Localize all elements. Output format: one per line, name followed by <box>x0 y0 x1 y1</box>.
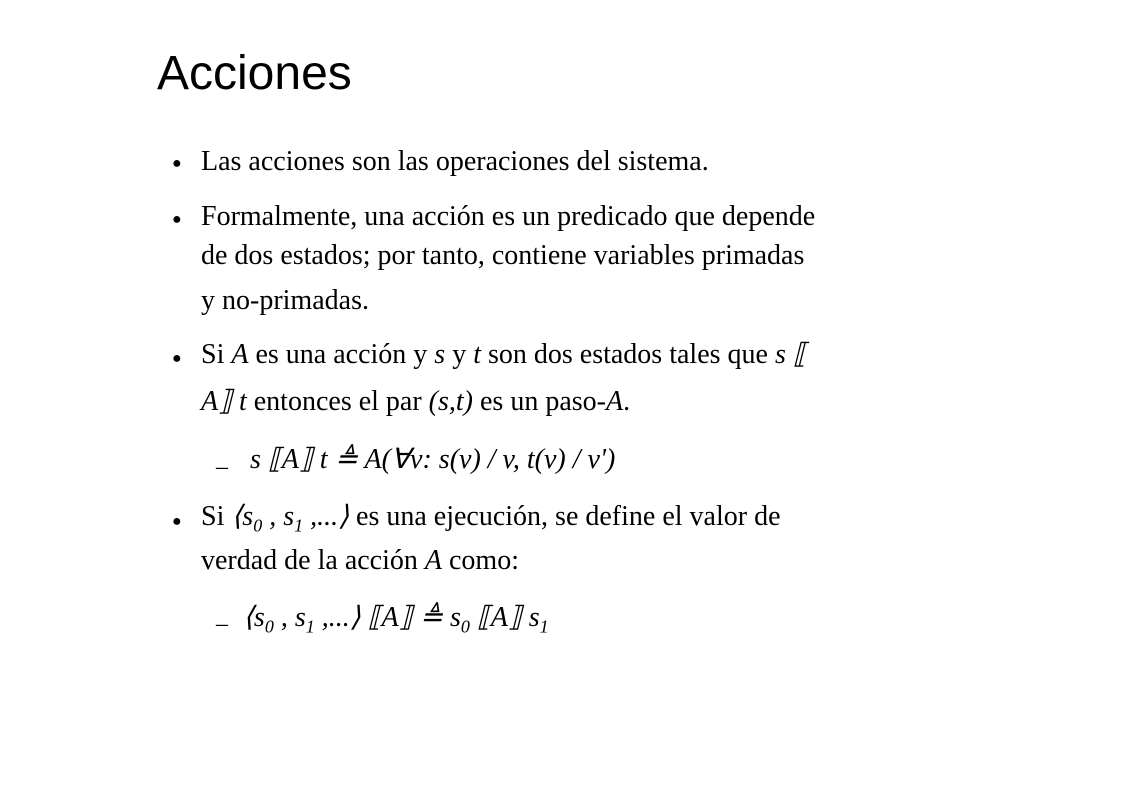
text-fragment: es una acción y <box>248 339 435 370</box>
bullet-4-line-2 <box>201 547 519 575</box>
text-fragment: . <box>623 386 631 417</box>
text-fragment: como: <box>442 545 519 576</box>
math-subscript: 0 <box>460 616 470 637</box>
math-var: t <box>473 339 481 370</box>
text-fragment: y <box>445 339 474 370</box>
math-expr: s ⟦ <box>774 339 807 370</box>
math-subscript: 1 <box>539 616 549 637</box>
math-fragment: ⟦A⟧ s <box>469 602 540 633</box>
math-var: s <box>434 339 446 370</box>
math-fragment: ,...⟩ <box>303 501 350 532</box>
bullet-4-marker: ● <box>172 513 182 530</box>
bullet-3-line-1 <box>201 341 807 369</box>
math-subscript: 1 <box>305 616 315 637</box>
math-var: A <box>605 386 624 417</box>
bullet-2-line-3: y no-primadas. <box>201 285 369 316</box>
math-subscript: 0 <box>264 616 274 637</box>
bullet-2-line-1: Formalmente, una acción es un predicado que depende <box>201 201 816 232</box>
math-var: A <box>424 545 442 576</box>
bullet-1-marker: ● <box>172 155 182 172</box>
text-fragment: son dos estados tales que <box>480 339 775 370</box>
math-fragment: ⟨s <box>231 501 254 532</box>
text-fragment: es una ejecución, se define el valor de <box>349 501 781 532</box>
math-expr: (s,t) <box>428 386 473 417</box>
math-expr <box>231 501 350 536</box>
text-fragment: verdad de la acción <box>201 545 425 576</box>
math-subscript: 0 <box>253 515 263 536</box>
text-fragment: es un paso- <box>473 386 606 417</box>
sub-bullet-2-formula <box>243 604 549 636</box>
bullet-3-marker: ● <box>172 350 182 367</box>
bullet-1-text: Las acciones son las operaciones del sistema. <box>201 146 709 177</box>
text-fragment: Si <box>201 501 232 532</box>
bullet-2-line-2: de dos estados; por tanto, contiene variables primadas <box>201 240 805 271</box>
sub-bullet-1-marker: – <box>216 454 228 480</box>
math-var: A <box>231 339 249 370</box>
bullet-3-line-2 <box>201 388 630 416</box>
math-fragment: ⟨s <box>243 602 265 633</box>
bullet-4-line-1 <box>201 503 781 535</box>
math-fragment: ,...⟩ ⟦A⟧ ≜ s <box>314 602 461 633</box>
math-fragment: , s <box>262 501 295 532</box>
text-fragment: Si <box>201 339 232 370</box>
math-fragment: , s <box>273 602 306 633</box>
math-expr: A⟧ t <box>201 386 247 417</box>
slide-title: Acciones <box>157 47 352 100</box>
bullet-2-marker: ● <box>172 211 182 228</box>
text-fragment: entonces el par <box>246 386 429 417</box>
sub-bullet-2-marker: – <box>216 611 228 637</box>
math-subscript: 1 <box>294 515 304 536</box>
sub-bullet-1-formula: s ⟦A⟧ t ≜ A(∀v: s(v) / v, t(v) / v') <box>250 444 616 475</box>
